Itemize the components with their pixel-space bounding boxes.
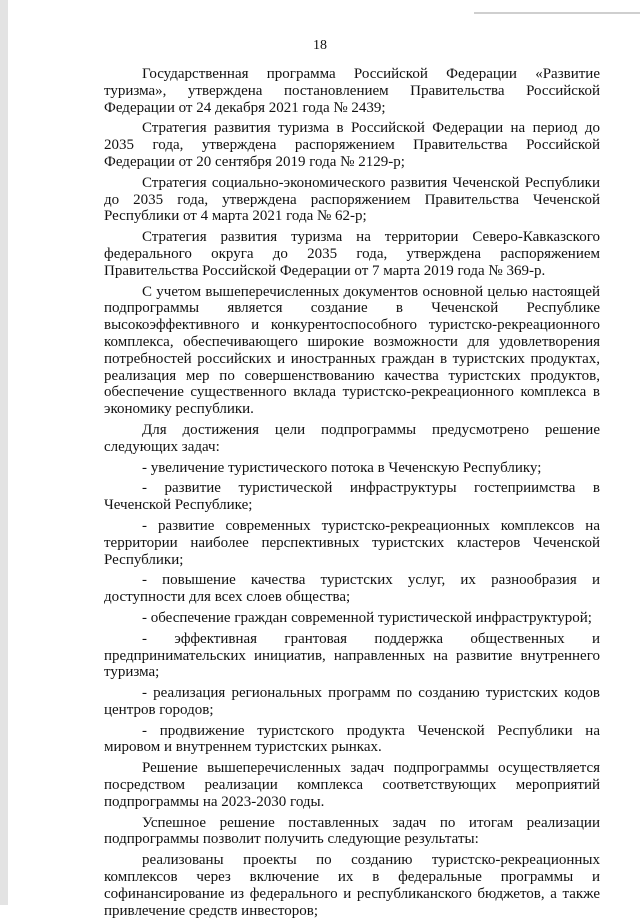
task-item: - обеспечение граждан современной туристической инфраструктурой;	[142, 609, 592, 626]
document-body	[104, 66, 600, 923]
task-item: - эффективная грантовая поддержка общественных и предпринимательских инициатив, направленных на развитие внутреннего туризма;	[104, 630, 600, 681]
task-item: - продвижение туристского продукта Чеченской Республики на мировом и внутреннем туристских рынках.	[104, 722, 600, 756]
scan-edge-shadow	[0, 0, 8, 905]
paragraph-program-tourism: Государственная программа Российской Федерации «Развитие туризма», утверждена постановлением Правительства Российской Федерации от 24 декабря 2021 года № 2439;	[104, 66, 600, 116]
paragraph-strategy-nkfo: Стратегия развития туризма на территории Северо-Кавказского федерального округа до 2035 года, утверждена распоряжением Правительства Российской Федерации от 7 марта 2019 года № 369-р.	[104, 229, 600, 279]
paragraph-solution: Решение вышеперечисленных задач подпрограммы осуществляется посредством реализации комплекса соответствующих мероприятий подпрограммы на 2023-2030 годы.	[104, 760, 600, 810]
task-item: - увеличение туристического потока в Чеченскую Республику;	[142, 459, 542, 476]
task-item: - развитие современных туристско-рекреационных комплексов на территории наиболее перспективных туристских кластеров Чеченской Республики;	[104, 517, 600, 568]
paragraph-strategy-chechen: Стратегия социально-экономического развития Чеченской Республики до 2035 года, утверждена распоряжением Правительства Чеченской Республики от 4 марта 2021 года № 62-р;	[104, 174, 600, 225]
page-number: 18	[313, 38, 327, 53]
paragraph-results-intro: Успешное решение поставленных задач по итогам реализации подпрограммы позволит получить следующие результаты:	[104, 814, 600, 848]
paragraph-strategy-rf: Стратегия развития туризма в Российской Федерации на период до 2035 года, утверждена распоряжением Правительства Российской Федерации от 20 сентября 2019 года № 2129-р;	[104, 120, 600, 170]
task-item: - развитие туристической инфраструктуры гостеприимства в Чеченской Республике;	[104, 480, 600, 514]
result-item: реализованы проекты по созданию туристско-рекреационных комплексов через включение их в федеральные программы и софинансирование из федерального и республиканского бюджетов, а также привлечение средств инвесторов;	[104, 852, 600, 919]
paragraph-main-goal: С учетом вышеперечисленных документов основной целью настоящей подпрограммы является создание в Чеченской Республике высокоэффективного и конкурентоспособного туристско-рекреационного комплекса, обеспечивающего широкие возможности для удовлетворения потребностей российских и иностранных граждан в туристских продуктах, реализация мер по совершенствованию качества туристских продуктов, обеспечение существенного вклада туристско-рекреационного комплекса в экономику республики.	[104, 283, 600, 418]
task-item: - реализация региональных программ по созданию туристских кодов центров городов;	[104, 685, 600, 718]
paragraph-tasks-intro: Для достижения цели подпрограммы предусмотрено решение следующих задач:	[104, 421, 600, 455]
scan-top-mark	[474, 12, 640, 14]
task-item: - повышение качества туристских услуг, их разнообразия и доступности для всех слоев общества;	[104, 572, 600, 606]
